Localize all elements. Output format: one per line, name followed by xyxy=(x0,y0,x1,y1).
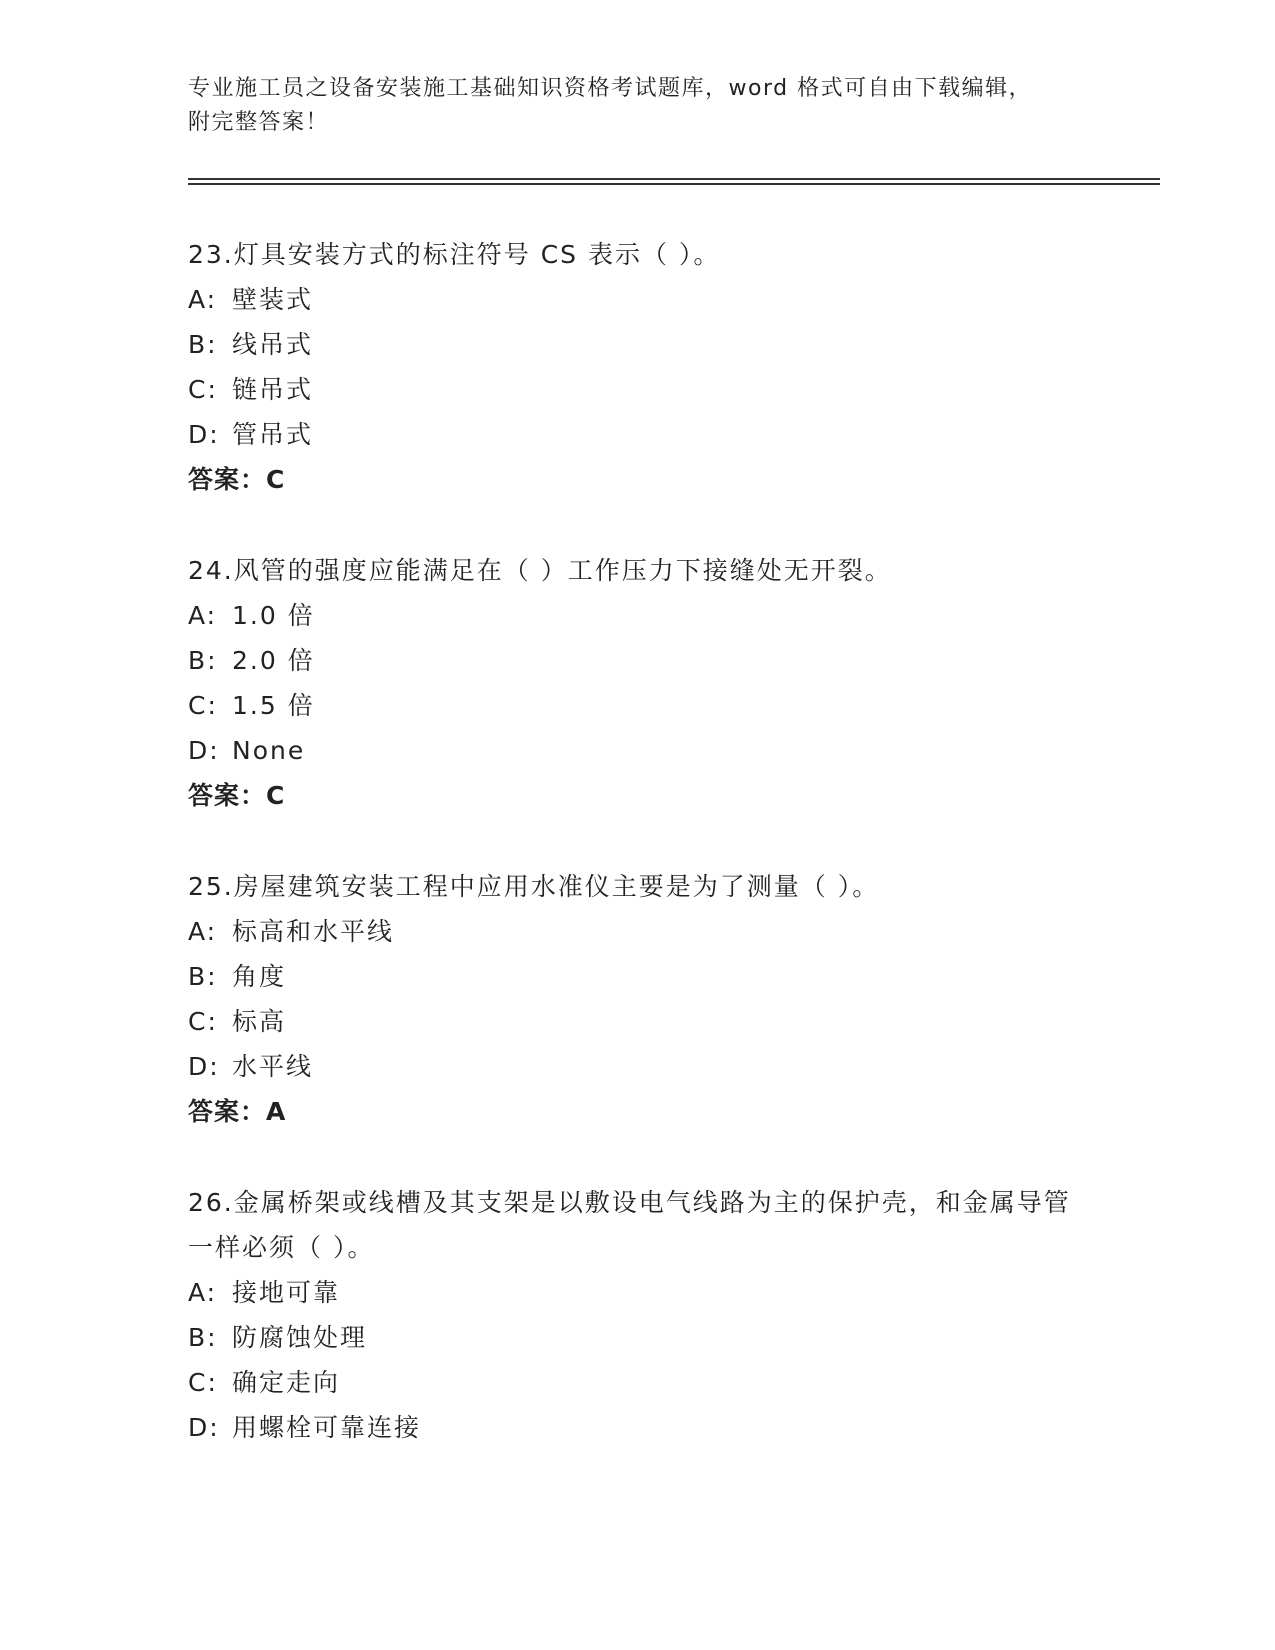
question-list xyxy=(188,232,1088,1496)
header-line-1: 专业施工员之设备安装施工基础知识资格考试题库，word 格式可自由下载编辑， xyxy=(188,76,1033,101)
option-c xyxy=(188,1360,1088,1405)
header-line-2: 附完整答案！ xyxy=(188,110,330,135)
option-c xyxy=(188,367,1088,412)
option-key: B: xyxy=(188,646,218,675)
option-key: D: xyxy=(188,736,220,765)
option-b xyxy=(188,1315,1088,1360)
option-text: 1.0 倍 xyxy=(232,601,315,630)
option-b xyxy=(188,954,1088,999)
option-key: C: xyxy=(188,375,218,404)
answer-line: 答案：A xyxy=(188,1097,287,1126)
header-divider-top xyxy=(188,178,1160,180)
option-d xyxy=(188,728,1088,773)
option-key: B: xyxy=(188,1323,218,1352)
option-text: 标高 xyxy=(232,1007,287,1036)
question-text: 24.风管的强度应能满足在（ ）工作压力下接缝处无开裂。 xyxy=(188,556,892,585)
option-text: None xyxy=(232,736,306,765)
option-key: D: xyxy=(188,1052,220,1081)
header-divider-bottom xyxy=(188,183,1160,185)
document-header xyxy=(188,72,1088,140)
question-text: 23.灯具安装方式的标注符号 CS 表示（ ）。 xyxy=(188,240,721,269)
option-text: 1.5 倍 xyxy=(232,691,315,720)
option-d xyxy=(188,1405,1088,1450)
option-key: B: xyxy=(188,330,218,359)
option-key: A: xyxy=(188,285,218,314)
option-text: 水平线 xyxy=(232,1052,314,1081)
option-text: 角度 xyxy=(232,962,287,991)
option-text: 确定走向 xyxy=(232,1368,341,1397)
option-text: 壁装式 xyxy=(232,285,314,314)
option-key: C: xyxy=(188,1368,218,1397)
option-key: A: xyxy=(188,1278,218,1307)
option-d xyxy=(188,412,1088,457)
option-key: C: xyxy=(188,1007,218,1036)
option-text: 防腐蚀处理 xyxy=(232,1323,368,1352)
option-c xyxy=(188,683,1088,728)
option-c xyxy=(188,999,1088,1044)
option-a xyxy=(188,277,1088,322)
option-text: 接地可靠 xyxy=(232,1278,341,1307)
option-key: D: xyxy=(188,1413,220,1442)
option-text: 标高和水平线 xyxy=(232,917,395,946)
option-key: D: xyxy=(188,420,220,449)
option-text: 管吊式 xyxy=(232,420,314,449)
option-a xyxy=(188,909,1088,954)
question-text: 26.金属桥架或线槽及其支架是以敷设电气线路为主的保护壳，和金属导管一样必须（ ）。 xyxy=(188,1188,1071,1262)
answer-line: 答案：C xyxy=(188,465,286,494)
option-b xyxy=(188,638,1088,683)
option-a xyxy=(188,1270,1088,1315)
option-text: 链吊式 xyxy=(232,375,314,404)
question-26 xyxy=(188,1180,1088,1450)
question-25 xyxy=(188,864,1088,1134)
option-key: A: xyxy=(188,917,218,946)
question-23 xyxy=(188,232,1088,502)
option-text: 2.0 倍 xyxy=(232,646,315,675)
option-key: B: xyxy=(188,962,218,991)
option-key: A: xyxy=(188,601,218,630)
option-a xyxy=(188,593,1088,638)
option-b xyxy=(188,322,1088,367)
option-text: 线吊式 xyxy=(232,330,314,359)
question-24 xyxy=(188,548,1088,818)
question-text: 25.房屋建筑安装工程中应用水准仪主要是为了测量（ ）。 xyxy=(188,872,880,901)
option-text: 用螺栓可靠连接 xyxy=(232,1413,422,1442)
answer-line: 答案：C xyxy=(188,781,286,810)
option-key: C: xyxy=(188,691,218,720)
option-d xyxy=(188,1044,1088,1089)
